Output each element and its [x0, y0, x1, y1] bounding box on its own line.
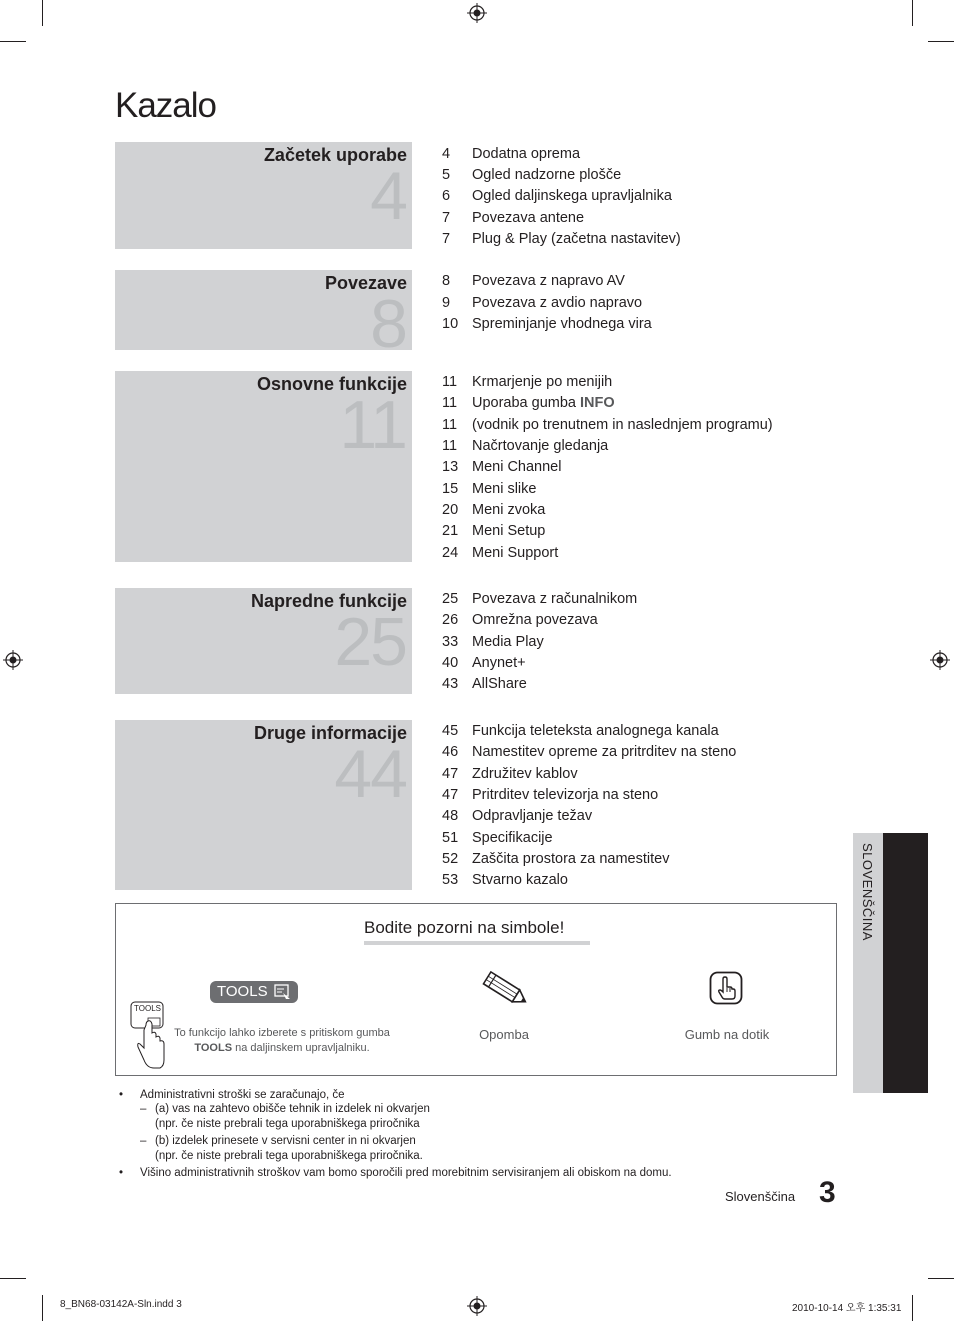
- toc-page: 47: [442, 766, 459, 782]
- section-page-number: 25: [334, 604, 406, 680]
- pencil-note-icon: [478, 968, 532, 1010]
- language-tab-label: SLOVENŠČINA: [860, 843, 875, 941]
- toc-text: Meni Support: [472, 545, 559, 561]
- touch-button-label: Gumb na dotik: [684, 1027, 770, 1042]
- toc-page: 25: [442, 591, 459, 607]
- crop-mark: [0, 1278, 26, 1279]
- registration-mark-icon: [930, 650, 950, 670]
- toc-text: Meni Channel: [472, 459, 562, 475]
- toc-page: 20: [442, 502, 459, 518]
- section-page-number: 4: [370, 158, 406, 234]
- toc-entry[interactable]: [442, 315, 652, 333]
- note-label: Opomba: [479, 1027, 529, 1042]
- tools-pointer-icon: [274, 984, 292, 1000]
- note-text: (npr. če niste prebrali tega uporabniškega priročnika.: [155, 1150, 423, 1162]
- toc-text: Odpravljanje težav: [472, 808, 593, 824]
- toc-page: 40: [442, 655, 459, 671]
- section-box: [115, 142, 412, 249]
- toc-entry[interactable]: [442, 654, 526, 672]
- toc-entry[interactable]: [442, 458, 561, 476]
- toc-text: AllShare: [472, 676, 527, 692]
- toc-text: Zaščita prostora za namestitev: [472, 851, 670, 867]
- toc-page: 4: [442, 146, 451, 162]
- toc-page: 43: [442, 676, 459, 692]
- section-title: Napredne funkcije: [250, 591, 407, 611]
- touch-button-icon: [709, 971, 743, 1005]
- toc-entry[interactable]: [442, 230, 681, 248]
- toc-text: Ogled nadzorne plošče: [472, 167, 622, 183]
- note-text: Administrativni stroški se zaračunajo, če: [140, 1089, 345, 1101]
- toc-entry[interactable]: [442, 294, 642, 312]
- registration-mark-icon: [467, 3, 487, 23]
- toc-text: Meni slike: [472, 481, 537, 497]
- crop-mark: [42, 1295, 43, 1321]
- toc-entry[interactable]: [442, 743, 736, 761]
- toc-text: Stvarno kazalo: [472, 872, 568, 888]
- dash: –: [140, 1103, 147, 1115]
- note-text: (b) izdelek prinesete v servisni center in ni okvarjen: [155, 1135, 416, 1147]
- language-tab-dark: [883, 833, 928, 1093]
- toc-entry[interactable]: [442, 871, 568, 889]
- crop-mark: [42, 0, 43, 26]
- toc-entry[interactable]: [442, 209, 584, 227]
- toc-page: 11: [442, 438, 458, 454]
- tools-description-line2: na daljinskem upravljalniku.: [232, 1042, 370, 1054]
- toc-text: Povezava z napravo AV: [472, 273, 625, 289]
- crop-mark: [0, 41, 26, 42]
- toc-page: 11: [442, 374, 458, 390]
- toc-entry[interactable]: [442, 722, 719, 740]
- section-box: [115, 588, 412, 694]
- toc-text: Dodatna oprema: [472, 146, 581, 162]
- tools-badge: [210, 981, 298, 1003]
- crop-mark: [912, 0, 913, 26]
- section-page-number: 44: [334, 736, 406, 812]
- toc-bold-keyword: INFO: [580, 395, 615, 411]
- toc-page: 7: [442, 231, 451, 247]
- toc-page: 7: [442, 210, 451, 226]
- toc-entry[interactable]: [442, 501, 545, 519]
- toc-entry[interactable]: [442, 522, 545, 540]
- toc-page: 47: [442, 787, 459, 803]
- toc-text: Anynet+: [472, 655, 526, 671]
- toc-entry[interactable]: [442, 807, 592, 825]
- toc-text: Specifikacije: [472, 830, 553, 846]
- toc-text: Namestitev opreme za pritrditev na steno: [472, 744, 737, 760]
- toc-text: Povezava z avdio napravo: [472, 295, 643, 311]
- section-box: [115, 270, 412, 362]
- toc-page: 9: [442, 295, 451, 311]
- registration-mark-icon: [3, 650, 23, 670]
- section-title: Povezave: [324, 273, 407, 293]
- toc-text: Media Play: [472, 634, 544, 650]
- note-text: (npr. če niste prebrali tega uporabniškega priročnika: [155, 1118, 420, 1130]
- toc-page: 51: [442, 830, 459, 846]
- toc-entry[interactable]: [442, 590, 637, 608]
- toc-text: Meni zvoka: [472, 502, 546, 518]
- toc-entry[interactable]: [442, 373, 612, 391]
- toc-entry[interactable]: [442, 394, 615, 412]
- remote-tools-illustration: [130, 1000, 166, 1072]
- section-title: Začetek uporabe: [263, 145, 407, 165]
- toc-page: 33: [442, 634, 459, 650]
- section-box: [115, 371, 412, 562]
- toc-page: 11: [442, 417, 458, 433]
- toc-entry[interactable]: [442, 611, 598, 629]
- toc-entry[interactable]: [442, 544, 558, 562]
- section-page-number: 11: [339, 387, 406, 463]
- dash: –: [140, 1135, 147, 1147]
- toc-page: 46: [442, 744, 459, 760]
- toc-page: 48: [442, 808, 459, 824]
- tools-description-line1: To funkcijo lahko izberete s pritiskom gumba: [174, 1027, 390, 1039]
- toc-text: Ogled daljinskega upravljalnika: [472, 188, 672, 204]
- symbols-title: Bodite pozorni na simbole!: [364, 918, 565, 937]
- toc-text: Omrežna povezava: [472, 612, 598, 628]
- toc-text: Funkcija teleteksta analognega kanala: [472, 723, 719, 739]
- crop-mark: [928, 41, 954, 42]
- section-title: Osnovne funkcije: [256, 374, 407, 394]
- toc-page: 8: [442, 273, 451, 289]
- toc-entry[interactable]: [442, 166, 621, 184]
- remote-tools-label: TOOLS: [134, 1004, 161, 1013]
- toc-entry[interactable]: [442, 480, 536, 498]
- toc-text: (vodnik po trenutnem in naslednjem programu): [472, 417, 773, 433]
- toc-text: Spreminjanje vhodnega vira: [472, 316, 652, 332]
- note-text: Višino administrativnih stroškov vam bomo sporočili pred morebitnim servisiranjem ali obiskom na domu.: [140, 1167, 672, 1179]
- toc-page: 53: [442, 872, 459, 888]
- toc-entry[interactable]: [442, 272, 625, 290]
- bullet: •: [119, 1167, 124, 1179]
- section-page-number: 8: [370, 286, 406, 362]
- toc-page: 24: [442, 545, 459, 561]
- toc-text: Povezava antene: [472, 210, 585, 226]
- toc-text: Združitev kablov: [472, 766, 578, 782]
- toc-entry[interactable]: [442, 416, 773, 434]
- crop-mark: [912, 1295, 913, 1321]
- crop-mark: [928, 1278, 954, 1279]
- toc-text: Krmarjenje po menijih: [472, 374, 613, 390]
- toc-text: Načrtovanje gledanja: [472, 438, 609, 454]
- toc-page: 10: [442, 316, 459, 332]
- toc-text: Uporaba gumba: [472, 395, 576, 411]
- slug-file: 8_BN68-03142A-Sln.indd 3: [60, 1299, 182, 1310]
- toc-page: 21: [442, 523, 459, 539]
- toc-page: 11: [442, 395, 458, 411]
- tools-description-bold: TOOLS: [194, 1042, 233, 1054]
- note-text: (a) vas na zahtevo obišče tehnik in izdelek ni okvarjen: [155, 1103, 430, 1115]
- toc-page: 26: [442, 612, 459, 628]
- toc-entry[interactable]: [442, 145, 580, 163]
- toc-entry[interactable]: [442, 187, 672, 205]
- toc-text: Povezava z računalnikom: [472, 591, 638, 607]
- tools-description: [170, 1026, 394, 1056]
- tools-badge-label: TOOLS: [217, 983, 268, 1000]
- bullet: •: [119, 1089, 124, 1101]
- page-title: Kazalo: [115, 86, 217, 125]
- toc-entry[interactable]: [442, 786, 658, 804]
- section-box: [115, 720, 412, 890]
- toc-text: Meni Setup: [472, 523, 546, 539]
- footer-language: Slovenščina: [725, 1189, 796, 1204]
- toc-page: 52: [442, 851, 459, 867]
- registration-mark-icon: [467, 1296, 487, 1316]
- section-title: Druge informacije: [253, 723, 407, 743]
- toc-entry[interactable]: [442, 765, 578, 783]
- toc-page: 5: [442, 167, 451, 183]
- toc-entry[interactable]: [442, 850, 669, 868]
- title-underline: [364, 941, 590, 945]
- toc-page: 13: [442, 459, 459, 475]
- toc-entry[interactable]: [442, 437, 608, 455]
- toc-text: Pritrditev televizorja na steno: [472, 787, 659, 803]
- toc-text: Plug & Play (začetna nastavitev): [472, 231, 681, 247]
- toc-entry[interactable]: [442, 829, 553, 847]
- toc-page: 6: [442, 188, 451, 204]
- toc-page: 45: [442, 723, 459, 739]
- toc-entry[interactable]: [442, 675, 527, 693]
- page-number: 3: [819, 1176, 836, 1209]
- toc-page: 15: [442, 481, 459, 497]
- toc-entry[interactable]: [442, 633, 544, 651]
- slug-timestamp: 2010-10-14 오후 1:35:31: [792, 1303, 902, 1314]
